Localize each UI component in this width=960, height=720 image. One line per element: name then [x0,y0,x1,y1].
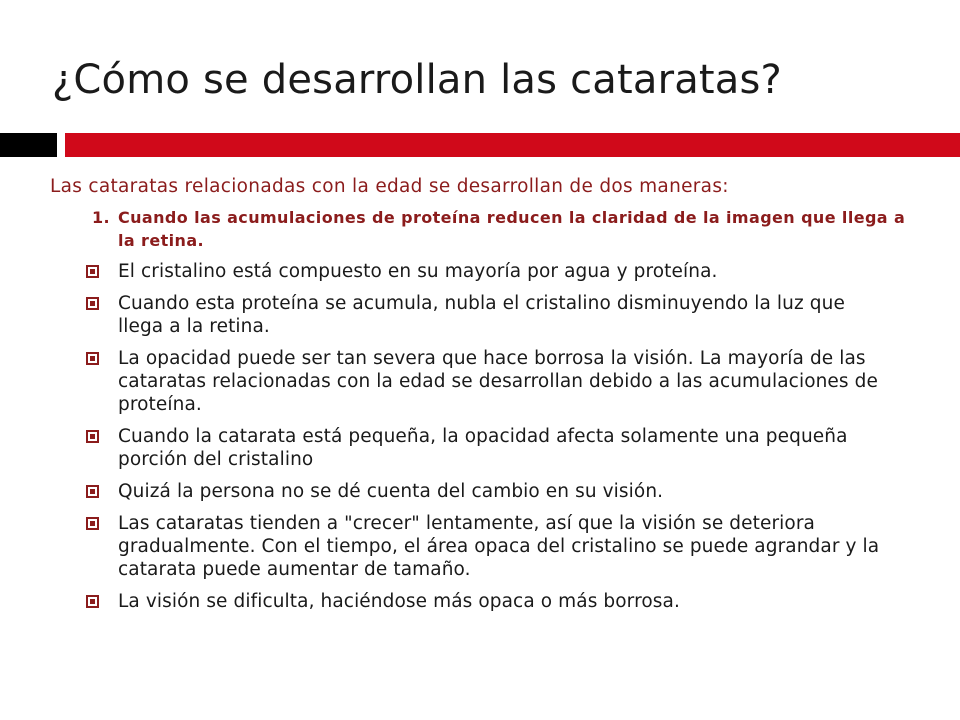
bullet-text: La visión se dificulta, haciéndose más opaca o más borrosa. [118,591,680,612]
square-bullet-icon [86,595,99,608]
square-bullet-icon [86,352,99,365]
slide-body [50,172,910,622]
bullet-text: Quizá la persona no se dé cuenta del cambio en su visión. [118,481,664,502]
title-divider-black [0,133,57,157]
bullet-item [118,480,910,503]
bullet-item [118,292,910,338]
bullet-text: El cristalino está compuesto en su mayoría por agua y proteína. [118,261,718,282]
bullet-item [118,512,910,581]
bullet-item [118,260,910,283]
bullet-text: La opacidad puede ser tan severa que hace borrosa la visión. La mayoría de las cataratas relacionadas con la edad se desarrollan debido a las acumulaciones de proteína. [118,348,878,415]
bullet-text: Cuando esta proteína se acumula, nubla el cristalino disminuyendo la luz que llega a la retina. [118,293,845,337]
slide-title: ¿Cómo se desarrollan las cataratas? [52,57,782,103]
intro-text: Las cataratas relacionadas con la edad se desarrollan de dos maneras: [50,176,729,197]
point-text: Cuando las acumulaciones de proteína reducen la claridad de la imagen que llega a la retina. [118,208,906,250]
square-bullet-icon [86,297,99,310]
square-bullet-icon [86,430,99,443]
numbered-point [92,206,910,252]
bullet-text: Las cataratas tienden a "crecer" lentamente, así que la visión se deteriora gradualmente. Con el tiempo, el área opaca del cristalino se puede agrandar y la catarata puede aumentar de tamaño. [118,513,880,580]
bullet-item [118,590,910,613]
title-divider-red [65,133,960,157]
bullet-item [118,425,910,471]
square-bullet-icon [86,517,99,530]
square-bullet-icon [86,265,99,278]
square-bullet-icon [86,485,99,498]
point-number: 1. [92,208,111,227]
bullet-item [118,347,910,416]
bullet-text: Cuando la catarata está pequeña, la opacidad afecta solamente una pequeña porción del cristalino [118,426,848,470]
bullet-list [50,260,910,613]
